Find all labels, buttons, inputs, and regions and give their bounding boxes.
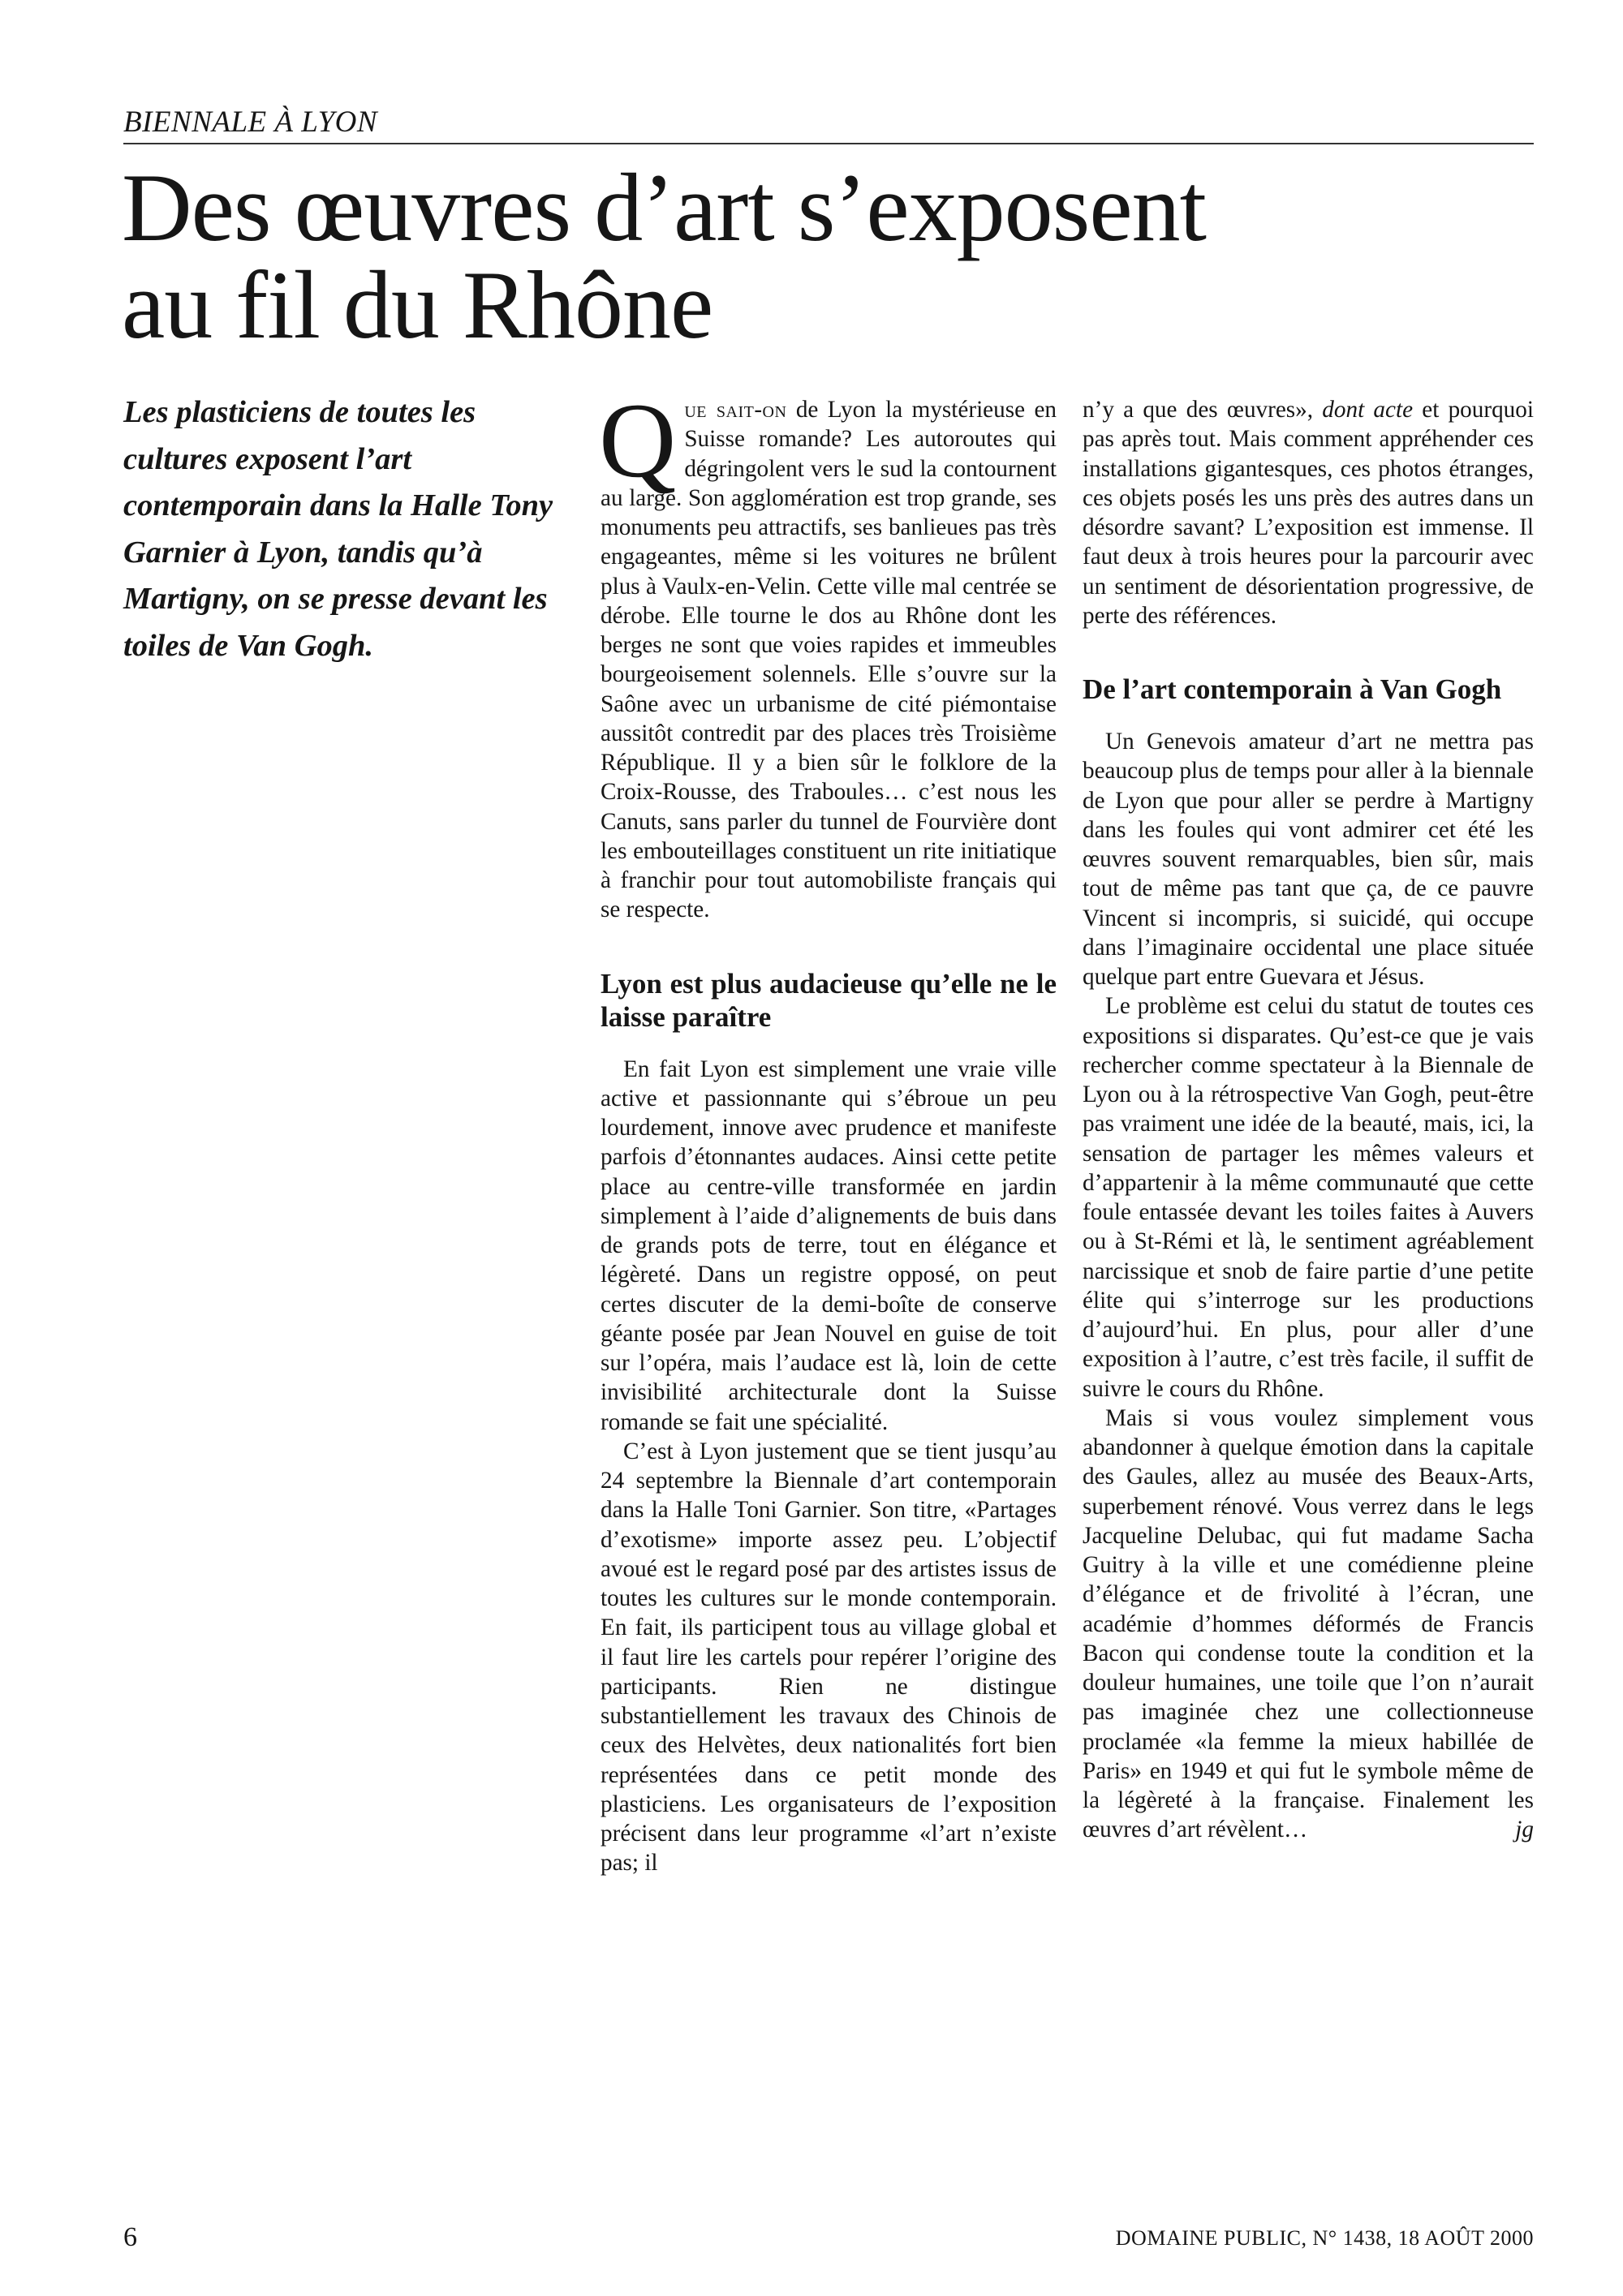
page-number: 6: [123, 2222, 137, 2252]
article-headline: [122, 153, 1534, 359]
article-paragraph-3: C’est à Lyon justement que se tient jusqu’au 24 septembre la Biennale d’art contemporain dans la Halle Toni Garnier. Son titre, «Partages d’exotisme» importe assez peu. L’objectif avoué est le regard posé par des artistes issus de toutes les cultures sur le monde contemporain. En fait, ils participent tous au village global et il faut lire les cartels pour repérer l’origine des participants. Rien ne distingue substantiellement les travaux des Chinois de ceux des Helvètes, deux nationalités fort bien représentées dans ce petit monde des plasticiens. Les organisateurs de l’exposition précisent dans leur programme «l’art n’existe pas; il: [601, 1438, 1057, 1877]
headline-line-2: au fil du Rhône: [122, 251, 713, 359]
issue-footer: DOMAINE PUBLIC, N° 1438, 18 AOÛT 2000: [1115, 2226, 1534, 2250]
article-column-middle: [599, 381, 1057, 1878]
subheading-lyon: Lyon est plus audacieuse qu’elle ne le laisse paraître: [601, 967, 1057, 1033]
article-paragraph-4: Un Genevois amateur d’art ne mettra pas beaucoup plus de temps pour aller à la biennale de Lyon que pour aller se perdre à Martigny dans les foules qui vont admirer cet été les œuvres souvent remarquables, bien sûr, mais tout de même pas tant que ça, de ce pauvre Vincent si incompris, si suicidé, qui occupe dans l’imaginaire occidental une place située quelque part entre Guevara et Jésus.: [1083, 729, 1534, 990]
continued-text-b: et pourquoi pas après tout. Mais comment appréhender ces installations gigantesques, ces photos étranges, ces objets posés les uns près des autres dans un désordre savant? L’exposition est immense. Il faut deux à trois heures pour la parcourir avec un sentiment de désorientation progressive, de perte des références.: [1083, 397, 1534, 629]
paragraph-6-text: Mais si vous voulez simplement vous abandonner à quelque émotion dans la capitale des Gaules, allez au musée des Beaux-Arts, superbement rénové. Vous verrez dans le legs Jacqueline Delubac, qui fut madame Sacha Guitry à la ville et une comédienne pleine d’élégance et de frivolité à l’écran, une académie d’hommes déformés de Francis Bacon qui condense toute la condition et la douleur humaines, une toile que l’on n’aurait pas imaginée chez une collectionneuse proclamée «la femme la mieux habillée de Paris» en 1949 et qui fut le symbole même de la légèreté à la française. Finalement les œuvres d’art révèlent…: [1083, 1404, 1534, 1843]
continued-text-a: n’y a que des œuvres»,: [1083, 397, 1323, 423]
article-paragraph-6: [1083, 1404, 1534, 1845]
drop-cap: Q: [599, 381, 677, 500]
section-rubric: BIENNALE À LYON: [123, 104, 1534, 144]
author-signature: jg: [1515, 1817, 1534, 1843]
article-column-right: [1083, 395, 1534, 1845]
article-paragraph-2: En fait Lyon est simplement une vraie ville active et passionnante qui s’ébroue un peu lourdement, innove avec prudence et manifeste parfois d’étonnantes audaces. Ainsi cette petite place au centre-ville transformée en jardin simplement à l’aide d’alignements de buis dans de grands pots de terre, tout en élégance et légèreté. Dans un registre opposé, on peut certes discuter de la demi-boîte de conserve géante posée par Jean Nouvel en guise de toit sur l’opéra, mais l’audace est là, loin de cette invisibilité architecturale dont la Suisse romande se fait une spécialité.: [601, 1056, 1057, 1435]
continued-text-italic: dont acte: [1322, 397, 1414, 423]
subheading-van-gogh: De l’art contemporain à Van Gogh: [1083, 673, 1502, 705]
article-lead: Les plasticiens de toutes les cultures exposent l’art contemporain dans la Halle Tony Garnier à Lyon, tandis qu’à Martigny, on se presse devant les toiles de Van Gogh.: [123, 395, 553, 663]
article-paragraph-3-continued: [1083, 395, 1534, 630]
paragraph-1-text: de Lyon la mystérieuse en Suisse romande? Les autoroutes qui dégringolent vers le sud la contournent au large. Son agglomération est trop grande, ses monuments peu attractifs, ses banlieues pas très engageantes, même si les voitures ne brûlent plus à Vaulx-en-Velin. Cette ville mal centrée se dérobe. Elle tourne le dos au Rhône dont les berges ne sont que voies rapides et immeubles bourgeoisement solennels. Elle s’ouvre sur la Saône avec un urbanisme de cité piémontaise aussitôt contredit par des places très Troisième République. Il y a bien sûr le folklore de la Croix-Rousse, des Traboules… c’est nous les Canuts, sans parler du tunnel de Fourvière dont les embouteillages constituent un rite initiatique à franchir pour tout automobiliste français qui se respecte.: [601, 397, 1057, 923]
article-paragraph-5: Le problème est celui du statut de toutes ces expositions si disparates. Qu’est-ce que je vais rechercher comme spectateur à la Biennale de Lyon ou à la rétrospective Van Gogh, peut-être pas vraiment une idée de la beauté, mais, ici, la sensation de partager les mêmes valeurs et d’appartenir à la même communauté que cette foule entassée devant les toiles faites à Auvers ou à St-Rémi et là, le sentiment agréablement narcissique et snob de faire partie d’une petite élite qui s’interroge sur les productions d’aujourd’hui. En plus, pour aller d’une exposition à l’autre, c’est très facile, il suffit de suivre le cours du Rhône.: [1083, 993, 1534, 1402]
opening-smallcaps: ue sait-on: [684, 397, 787, 423]
article-paragraph-1: [599, 381, 1057, 925]
headline-line-1: Des œuvres d’art s’exposent: [122, 153, 1206, 261]
